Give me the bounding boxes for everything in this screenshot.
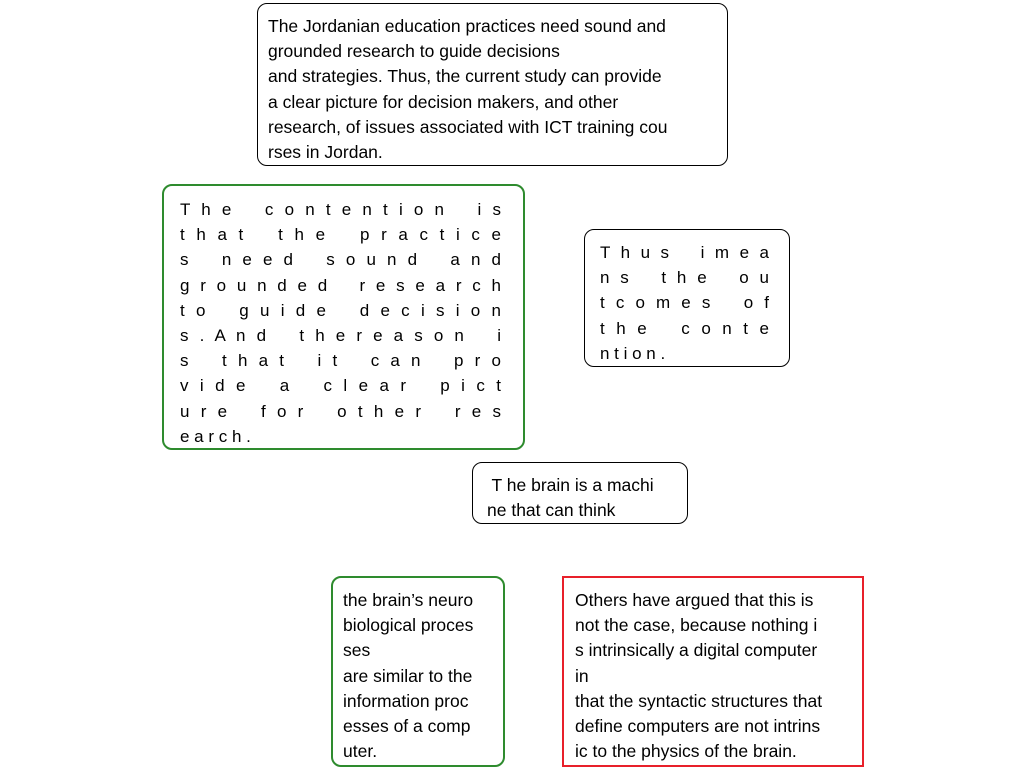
node-text-line: ic to the physics of the brain. bbox=[575, 741, 797, 762]
node-text-line: esses of a comp bbox=[343, 715, 471, 736]
node-contention[interactable] bbox=[162, 184, 525, 450]
node-text-line: t h e c o n t e bbox=[600, 318, 769, 338]
node-text-line: s t h a t i t c a n p r o bbox=[180, 351, 501, 371]
node-text-line: uter. bbox=[343, 741, 378, 762]
node-text-line: grounded research to guide decisions bbox=[268, 41, 560, 62]
node-text-line: s . A n d t h e r e a s o n i bbox=[180, 325, 501, 345]
node-text-line: e a r c h . bbox=[180, 426, 251, 446]
node-text-line: biological proces bbox=[343, 615, 474, 636]
node-text-line: ne that can think bbox=[487, 500, 616, 521]
node-text-line: not the case, because nothing i bbox=[575, 615, 818, 636]
node-text-line: are similar to the bbox=[343, 665, 473, 686]
node-text-line: t h a t t h e p r a c t i c e bbox=[180, 225, 501, 245]
node-objection[interactable] bbox=[562, 576, 864, 767]
node-text-line: n s t h e o u bbox=[600, 268, 769, 288]
node-text-line: u r e f o r o t h e r r e s bbox=[180, 401, 501, 421]
node-education-practices[interactable] bbox=[257, 3, 728, 166]
node-supporting-reason[interactable] bbox=[331, 576, 505, 767]
node-text-line: t o g u i d e d e c i s i o n bbox=[180, 300, 501, 320]
node-text-line: the brain’s neuro bbox=[343, 590, 474, 610]
node-text-line: s n e e d s o u n d a n d bbox=[180, 250, 501, 270]
node-text-line: ses bbox=[343, 640, 371, 661]
node-text-line: a clear picture for decision makers, and other bbox=[268, 91, 619, 112]
node-text-line: that the syntactic structures that bbox=[575, 690, 823, 711]
node-text-line: T h e c o n t e n t i o n i s bbox=[180, 200, 501, 219]
node-text-line: v i d e a c l e a r p i c t bbox=[180, 376, 501, 396]
node-text-line: t c o m e s o f bbox=[600, 293, 769, 313]
node-outcomes[interactable] bbox=[584, 229, 790, 367]
node-text-line: information proc bbox=[343, 690, 469, 711]
node-text-line: s intrinsically a digital computer bbox=[575, 640, 818, 661]
node-text-line: T h u s i m e a bbox=[600, 243, 769, 262]
node-text-line: rses in Jordan. bbox=[268, 141, 383, 162]
node-text-line: T he brain is a machi bbox=[487, 475, 654, 495]
node-text-line: n t i o n . bbox=[600, 343, 666, 363]
node-text-line: in bbox=[575, 665, 589, 686]
node-text-line: and strategies. Thus, the current study can provide bbox=[268, 66, 662, 87]
node-text-line: define computers are not intrins bbox=[575, 715, 821, 736]
node-text-line: Others have argued that this is bbox=[575, 590, 814, 610]
node-text-line: g r o u n d e d r e s e a r c h bbox=[180, 275, 501, 295]
node-text-line: The Jordanian education practices need sound and bbox=[268, 16, 666, 36]
node-brain-machine[interactable] bbox=[472, 462, 688, 524]
node-text-line: research, of issues associated with ICT training cou bbox=[268, 116, 668, 137]
